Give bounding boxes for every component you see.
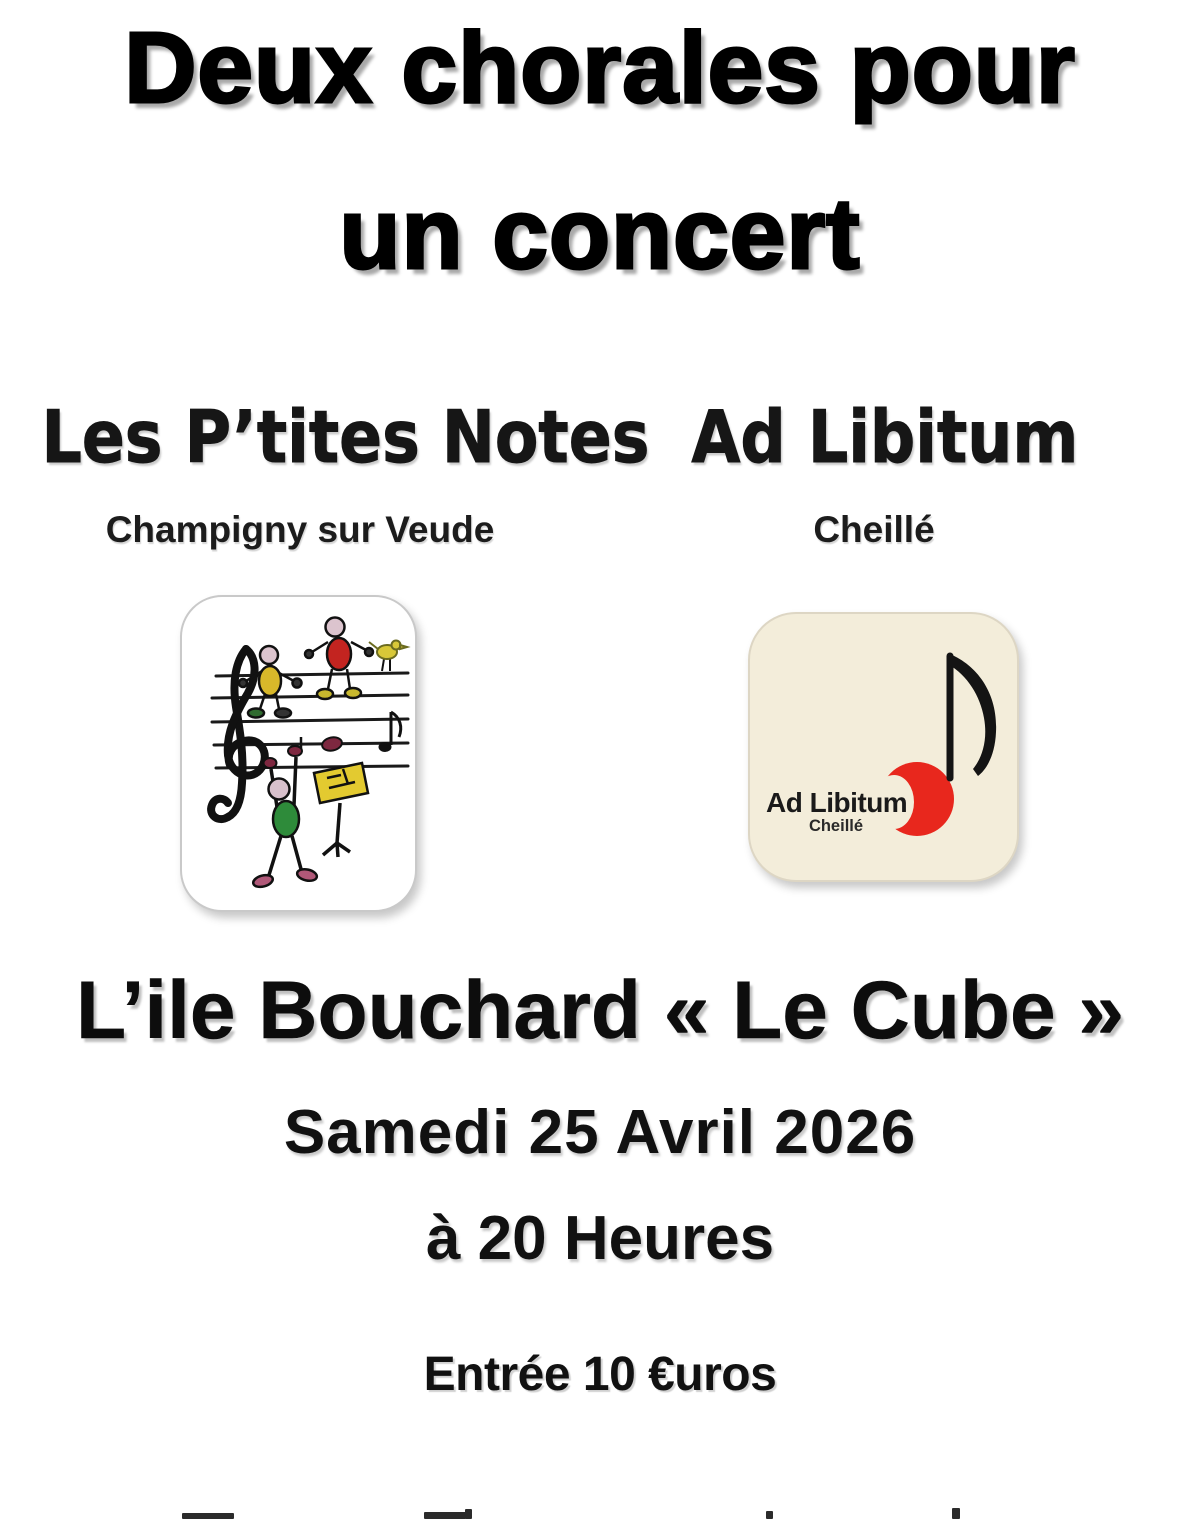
cutoff-letter-top (952, 1508, 960, 1519)
cutoff-letter-top (465, 1509, 472, 1519)
choir-location-right: Cheillé (813, 509, 935, 550)
poster-title-line1: Deux chorales pour (124, 12, 1076, 124)
choir-name-right (585, 395, 1185, 479)
logo-location: Cheillé (808, 817, 864, 835)
poster-title-line2: un concert (339, 178, 861, 290)
cutoff-letter-top (182, 1513, 234, 1519)
venue-line: L’ile Bouchard « Le Cube » (75, 965, 1125, 1056)
choir-location-left: Champigny sur Veude (105, 509, 495, 550)
stick-figure-red (305, 618, 373, 700)
logo-wordmark: Ad Libitum (766, 787, 908, 818)
ad-libitum-logo (748, 612, 1019, 882)
price-line: Entrée 10 €uros (423, 1348, 777, 1401)
time-line: à 20 Heures (425, 1204, 775, 1273)
music-stand-icon (314, 763, 368, 857)
choir-name-right-text: Ad Libitum (691, 395, 1079, 479)
choir-name-left (0, 395, 650, 479)
stick-figures-on-staff-drawing (182, 597, 415, 910)
cutoff-letter-top (424, 1512, 466, 1519)
choir-name-left-text: Les P’tites Notes (41, 395, 650, 479)
cutoff-letter-top (766, 1511, 773, 1519)
bird-icon (369, 641, 407, 672)
red-eighth-note-badge (750, 614, 1017, 880)
les-ptites-notes-logo (180, 595, 417, 912)
quarter-note-icon (321, 736, 343, 753)
date-line: Samedi 25 Avril 2026 (283, 1098, 917, 1167)
